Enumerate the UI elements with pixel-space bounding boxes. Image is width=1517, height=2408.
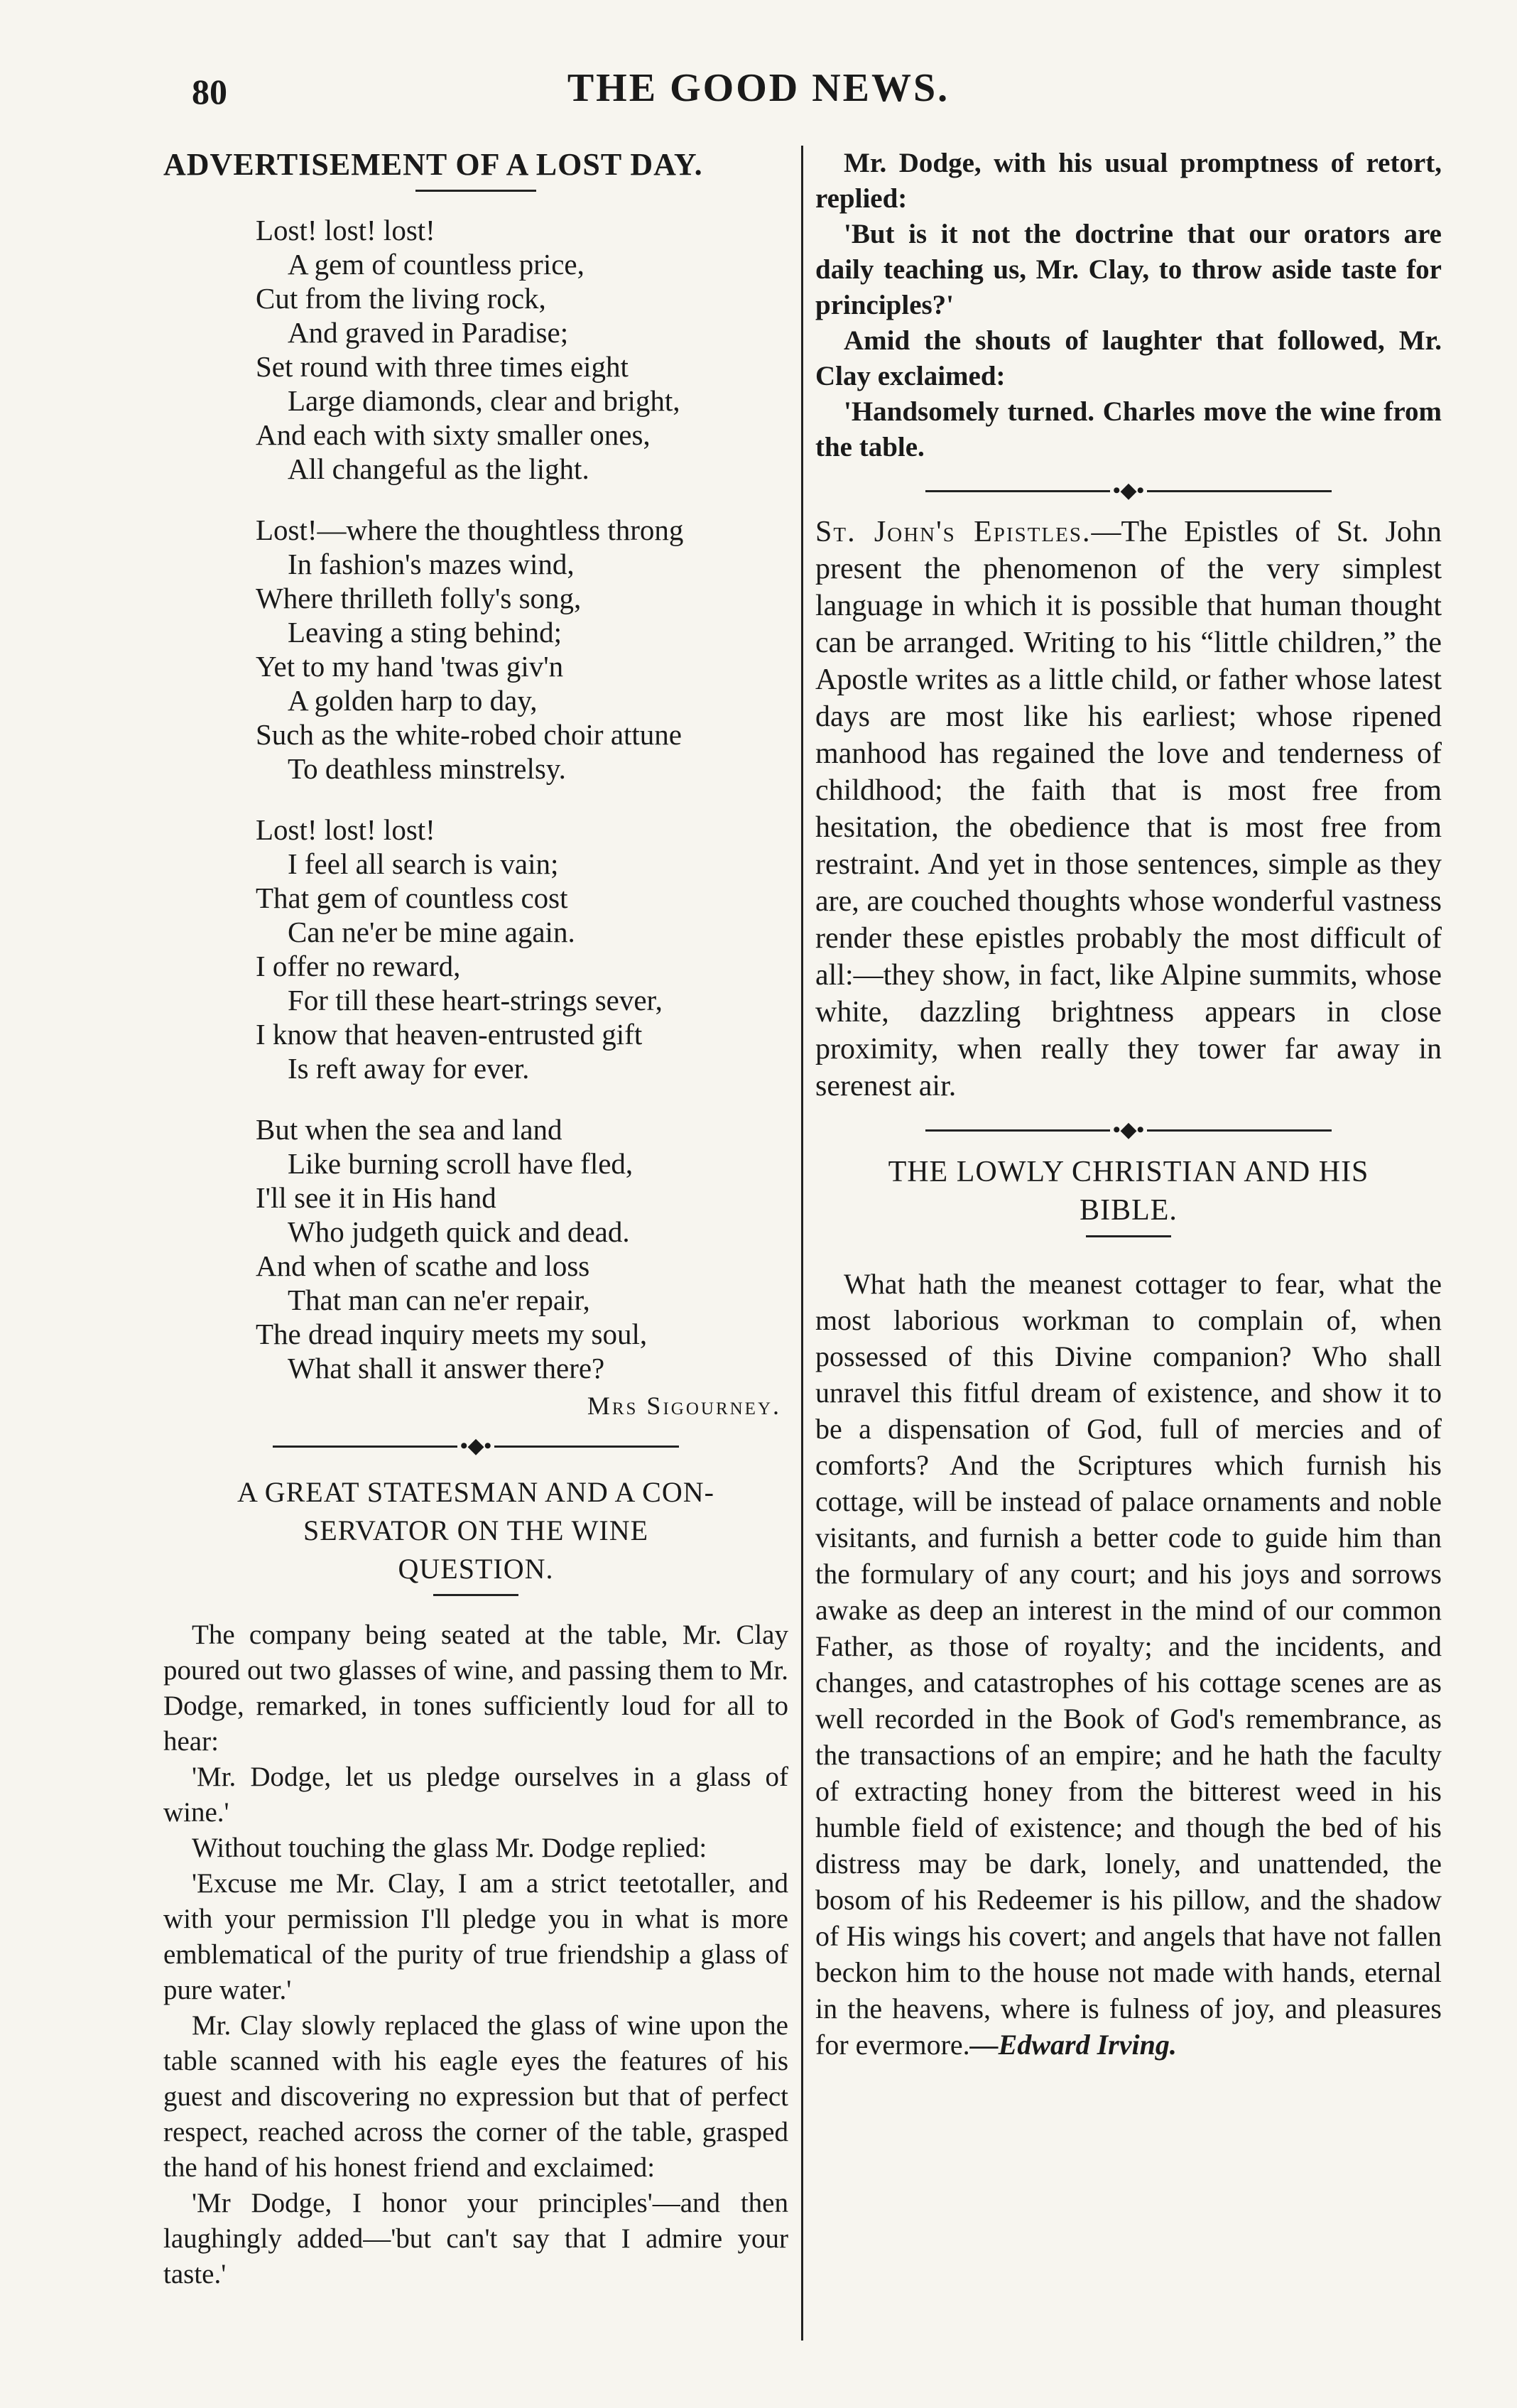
- epistles-text: —The Epistles of St. John present the phenomenon of the very simplest language in which it is possible that human thought can be arranged. Writing to his “little children,” the Apostle writes as a little child, or father whose latest days are most like his earliest; whose ripened manhood has regained the love and tenderness of childhood; the faith that is most free from hesitation, the obedience that is most free from restraint. And yet in those sentences, simple as they are, are couched thoughts whose wonderful vastness render these epistles probably the most difficult of all:—they show, in fact, like Alpine summits, whose white, dazzling brightness appears in close proximity, when really they tower far away in serenest air.: [815, 516, 1442, 1102]
- poem-line: That gem of countless cost: [256, 882, 568, 914]
- bible-text: What hath the meanest cottager to fear, what the most laborious workman to complain of, when possessed of this Divine companion? Who shall unravel this fitful dream of existence, and show it to be a dispensation of God, full of mercies and of comforts? And the Scriptures which furnish his cottage, will be instead of palace ornaments and noble visitants, and furnish a better code to guide him than the formulary of any court; and his joys and sorrows awake as deep an interest in the mind of our common Father, as those of royalty; and the incidents, and changes, and catastrophes of his cottage scenes are as well recorded in the Book of God's remembrance, as the transactions of an empire; and he hath the faculty of extracting honey from the bitterest weed in his humble field of existence; and though the bed of his distress may be dark, lonely, and unattended, the bosom of his Redeemer is his pillow, and the shadow of His wings his covert; and angels that have not fallen beckon him to the house not made with hands, eternal in the heavens, where is fulness of joy, and pleasures for evermore.: [815, 1268, 1442, 2061]
- poem-line: Where thrilleth folly's song,: [256, 582, 582, 614]
- poem-line: Is reft away for ever.: [288, 1052, 530, 1085]
- poem-line: And graved in Paradise;: [288, 316, 569, 349]
- poem-line: A gem of countless price,: [288, 248, 584, 281]
- poem-line: Yet to my hand 'twas giv'n: [256, 650, 564, 683]
- bible-title-line-1: THE LOWLY CHRISTIAN AND HIS: [888, 1156, 1369, 1188]
- poem: [163, 213, 788, 1385]
- article-paragraph: Without touching the glass Mr. Dodge replied:: [192, 1833, 707, 1863]
- poem-line: For till these heart-strings sever,: [288, 984, 663, 1016]
- journal-title: THE GOOD NEWS.: [567, 66, 950, 110]
- poem-line: I'll see it in His hand: [256, 1181, 496, 1214]
- article-title-line-3: QUESTION.: [398, 1553, 554, 1585]
- article-body: [163, 1617, 788, 2292]
- epistles-paragraph: [815, 514, 1442, 1105]
- poem-line: I offer no reward,: [256, 950, 461, 982]
- running-head: [0, 65, 1517, 115]
- poem-line: What shall it answer there?: [288, 1352, 605, 1384]
- page-number: 80: [192, 72, 227, 112]
- continuation-paragraph: 'Handsomely turned. Charles move the wine from the table.: [815, 396, 1442, 462]
- bible-author: —Edward Irving.: [969, 2029, 1177, 2061]
- poem-line: Lost!—where the thoughtless throng: [256, 514, 684, 546]
- poem-line: A golden harp to day,: [288, 684, 538, 717]
- right-column: [815, 146, 1442, 2063]
- article-paragraph: 'Mr Dodge, I honor your principles'—and then laughingly added—'but can't say that I admire your taste.': [163, 2188, 788, 2289]
- bible-article: [815, 1266, 1442, 2063]
- poem-line: All changeful as the light.: [288, 452, 589, 485]
- article-title-line-1: A GREAT STATESMAN AND A CON-: [237, 1476, 714, 1508]
- poem-line: Who judgeth quick and dead.: [288, 1215, 630, 1248]
- poem-line: But when the sea and land: [256, 1113, 562, 1146]
- continuation-paragraph: Amid the shouts of laughter that followed, Mr. Clay exclaimed:: [815, 325, 1442, 391]
- poem-line: Lost! lost! lost!: [256, 214, 435, 246]
- poem-line: And each with sixty smaller ones,: [256, 418, 651, 451]
- poem-title: ADVERTISEMENT OF A LOST DAY.: [163, 147, 703, 182]
- article-paragraph: The company being seated at the table, Mr. Clay poured out two glasses of wine, and passing them to Mr. Dodge, remarked, in tones sufficiently loud for all to hear:: [163, 1620, 788, 1757]
- article-paragraph: 'Excuse me Mr. Clay, I am a strict teetotaller, and with your permission I'll pledge you in what is more emblematical of the purity of true friendship a glass of pure water.': [163, 1868, 788, 2005]
- poem-line: I know that heaven-entrusted gift: [256, 1018, 643, 1051]
- section-ornament: •◆•: [815, 474, 1442, 505]
- article-paragraph: Mr. Clay slowly replaced the glass of wine upon the table scanned with his eagle eyes the features of his guest and discovering no expression but that of perfect respect, reached across the corner of the table, grasped the hand of his honest friend and exclaimed:: [163, 2010, 788, 2183]
- column-divider: [801, 146, 803, 2341]
- article-paragraph: 'Mr. Dodge, let us pledge ourselves in a glass of wine.': [163, 1762, 788, 1828]
- poem-line: Set round with three times eight: [256, 350, 629, 383]
- epistles-lead: St. John's Epistles.: [815, 516, 1092, 548]
- poem-line: Large diamonds, clear and bright,: [288, 384, 680, 417]
- title-rule: [415, 190, 536, 192]
- continuation-paragraph: Mr. Dodge, with his usual promptness of retort, replied:: [815, 148, 1442, 214]
- bible-title-line-2: BIBLE.: [1080, 1194, 1178, 1227]
- left-column: [163, 146, 788, 2292]
- poem-stanza: [163, 513, 788, 786]
- poem-stanza: [163, 213, 788, 486]
- poem-line: And when of scathe and loss: [256, 1249, 590, 1282]
- poem-line: Lost! lost! lost!: [256, 813, 435, 846]
- continuation-paragraph: 'But is it not the doctrine that our orators are daily teaching us, Mr. Clay, to throw aside taste for principles?': [815, 219, 1442, 320]
- poem-line: The dread inquiry meets my soul,: [256, 1318, 648, 1350]
- article-title-line-2: SERVATOR ON THE WINE: [303, 1514, 649, 1546]
- poem-line: To deathless minstrelsy.: [288, 752, 566, 785]
- poem-line: Leaving a sting behind;: [288, 616, 562, 649]
- poem-line: In fashion's mazes wind,: [288, 548, 575, 580]
- poem-attribution: Mrs Sigourney.: [587, 1392, 781, 1420]
- poem-stanza: [163, 1112, 788, 1385]
- title-rule: [1086, 1235, 1171, 1237]
- poem-line: Like burning scroll have fled,: [288, 1147, 634, 1180]
- epistles-article: [815, 514, 1442, 1105]
- poem-line: Such as the white-robed choir attune: [256, 718, 683, 751]
- poem-line: Cut from the living rock,: [256, 282, 546, 315]
- section-ornament: •◆•: [163, 1429, 788, 1460]
- poem-stanza: [163, 813, 788, 1085]
- bible-paragraph: [815, 1266, 1442, 2063]
- poem-line: Can ne'er be mine again.: [288, 916, 575, 948]
- poem-line: I feel all search is vain;: [288, 847, 559, 880]
- poem-line: That man can ne'er repair,: [288, 1284, 590, 1316]
- section-ornament: •◆•: [815, 1113, 1442, 1144]
- title-rule: [433, 1594, 518, 1596]
- continuation-text: [815, 146, 1442, 465]
